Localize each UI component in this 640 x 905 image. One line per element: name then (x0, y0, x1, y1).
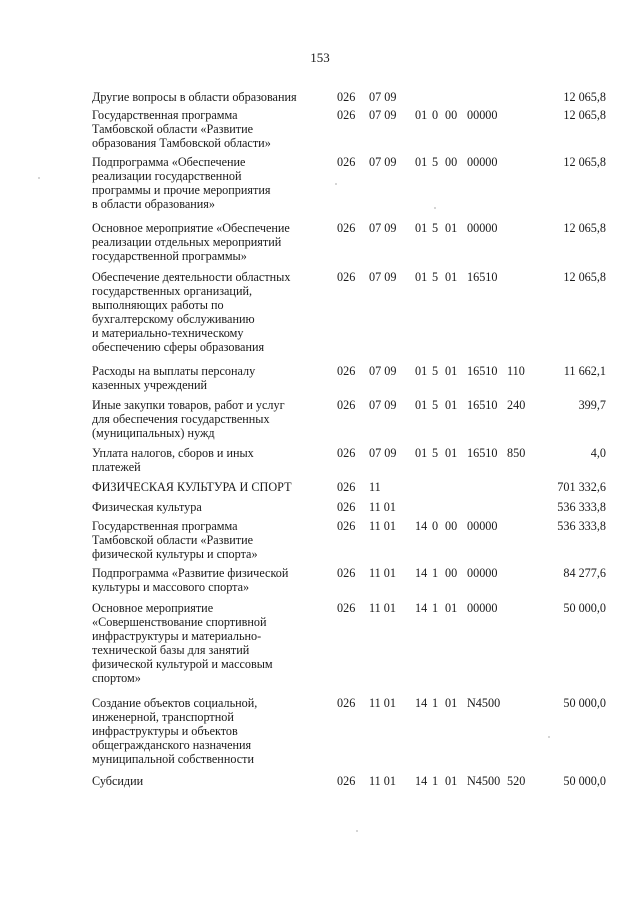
row-name-line: инфраструктуры и материально- (92, 629, 262, 643)
amount: 84 277,6 (563, 566, 606, 580)
main-event-code: 00 (445, 155, 458, 169)
main-event-code: 01 (445, 364, 458, 378)
expense-type-code: 520 (507, 774, 526, 788)
program-code: 14 (415, 566, 428, 580)
direction-code: 00000 (467, 155, 498, 169)
row-name-line: платежей (92, 460, 141, 474)
section-code: 07 09 (369, 155, 397, 169)
section-code: 07 09 (369, 90, 397, 104)
section-code: 11 01 (369, 500, 396, 514)
scan-speck (434, 207, 436, 209)
row-name-line: образования Тамбовской области» (92, 136, 271, 150)
row-name-line: выполняющих работы по (92, 298, 224, 312)
ministry-code: 026 (337, 446, 356, 460)
main-event-code: 01 (445, 221, 458, 235)
section-code: 11 (369, 480, 381, 494)
ministry-code: 026 (337, 398, 356, 412)
main-event-code: 01 (445, 774, 458, 788)
row-name-line: инфраструктуры и объектов (92, 724, 238, 738)
main-event-code: 01 (445, 446, 458, 460)
row-name-line: муниципальной собственности (92, 752, 254, 766)
subprogram-code: 1 (432, 774, 439, 788)
subprogram-code: 5 (432, 446, 439, 460)
direction-code: 00000 (467, 221, 498, 235)
row-name-line: Другие вопросы в области образования (92, 90, 297, 104)
main-event-code: 01 (445, 270, 458, 284)
subprogram-code: 5 (432, 364, 439, 378)
page-number: 153 (310, 50, 330, 65)
amount: 536 333,8 (557, 519, 606, 533)
direction-code: 00000 (467, 566, 498, 580)
row-name-line: спортом» (92, 671, 141, 685)
program-code: 01 (415, 221, 428, 235)
row-name-line: общегражданского назначения (92, 738, 252, 752)
row-name (92, 221, 328, 263)
ministry-code: 026 (337, 155, 356, 169)
ministry-code: 026 (337, 108, 356, 122)
expense-type-code: 110 (507, 364, 525, 378)
row-name-line: (муниципальных) нужд (92, 426, 215, 440)
row-name (92, 519, 328, 561)
amount: 12 065,8 (563, 221, 606, 235)
ministry-code: 026 (337, 90, 356, 104)
expense-type-code: 850 (507, 446, 526, 460)
row-name (92, 90, 328, 104)
amount: 12 065,8 (563, 155, 606, 169)
main-event-code: 01 (445, 398, 458, 412)
section-code: 11 01 (369, 696, 396, 710)
row-name-line: Иные закупки товаров, работ и услуг (92, 398, 285, 412)
row-name-line: и материально-техническому (92, 326, 244, 340)
row-name-line: обеспечению сферы образования (92, 340, 265, 354)
row-name-line: Государственная программа (92, 519, 238, 533)
subprogram-code: 5 (432, 270, 439, 284)
amount: 4,0 (590, 446, 606, 460)
amount: 11 662,1 (563, 364, 606, 378)
row-name-line: Расходы на выплаты персоналу (92, 364, 256, 378)
direction-code: 16510 (467, 364, 498, 378)
section-code: 11 01 (369, 519, 396, 533)
row-name (92, 398, 328, 440)
section-code: 07 09 (369, 398, 397, 412)
ministry-code: 026 (337, 519, 356, 533)
subprogram-code: 1 (432, 566, 439, 580)
direction-code: 00000 (467, 519, 498, 533)
amount: 12 065,8 (563, 90, 606, 104)
row-name-line: Тамбовской области «Развитие (92, 533, 254, 547)
ministry-code: 026 (337, 774, 356, 788)
subprogram-code: 1 (432, 601, 439, 615)
scan-speck (335, 183, 337, 185)
amount: 12 065,8 (563, 270, 606, 284)
amount: 50 000,0 (563, 696, 606, 710)
program-code: 14 (415, 519, 428, 533)
scan-speck (548, 736, 550, 738)
main-event-code: 01 (445, 696, 458, 710)
row-name (92, 446, 328, 474)
row-name-line: реализации государственной (92, 169, 242, 183)
direction-code: 00000 (467, 601, 498, 615)
row-name-line: Создание объектов социальной, (92, 696, 258, 710)
row-name-line: казенных учреждений (92, 378, 208, 392)
row-name-line: физической культурой и массовым (92, 657, 273, 671)
program-code: 01 (415, 364, 428, 378)
section-code: 11 01 (369, 774, 396, 788)
row-name (92, 774, 328, 788)
direction-code: 16510 (467, 398, 498, 412)
subprogram-code: 5 (432, 155, 439, 169)
row-name (92, 480, 328, 494)
ministry-code: 026 (337, 566, 356, 580)
row-name (92, 270, 328, 354)
row-name-line: Уплата налогов, сборов и иных (92, 446, 254, 460)
row-name (92, 601, 328, 685)
row-name (92, 696, 328, 766)
program-code: 01 (415, 446, 428, 460)
row-name (92, 155, 328, 211)
amount: 399,7 (578, 398, 606, 412)
scan-speck (38, 177, 40, 179)
amount: 50 000,0 (563, 774, 606, 788)
direction-code: 16510 (467, 270, 498, 284)
row-name-line: для обеспечения государственных (92, 412, 270, 426)
subprogram-code: 5 (432, 221, 439, 235)
ministry-code: 026 (337, 696, 356, 710)
row-name (92, 500, 328, 514)
ministry-code: 026 (337, 270, 356, 284)
program-code: 01 (415, 108, 428, 122)
ministry-code: 026 (337, 480, 356, 494)
row-name-line: государственной программы» (92, 249, 247, 263)
row-name-line: технической базы для занятий (92, 643, 250, 657)
subprogram-code: 1 (432, 696, 439, 710)
row-name-line: Основное мероприятие (92, 601, 214, 615)
section-code: 11 01 (369, 601, 396, 615)
row-name-line: инженерной, транспортной (92, 710, 234, 724)
subprogram-code: 5 (432, 398, 439, 412)
row-name-line: Основное мероприятие «Обеспечение (92, 221, 290, 235)
row-name-line: Тамбовской области «Развитие (92, 122, 254, 136)
amount: 701 332,6 (557, 480, 606, 494)
row-name-line: ФИЗИЧЕСКАЯ КУЛЬТУРА И СПОРТ (92, 480, 292, 494)
program-code: 01 (415, 398, 428, 412)
program-code: 01 (415, 270, 428, 284)
subprogram-code: 0 (432, 519, 439, 533)
row-name-line: программы и прочие мероприятия (92, 183, 271, 197)
direction-code: 00000 (467, 108, 498, 122)
program-code: 14 (415, 696, 428, 710)
row-name-line: культуры и массового спорта» (92, 580, 250, 594)
main-event-code: 00 (445, 566, 458, 580)
program-code: 14 (415, 601, 428, 615)
row-name-line: Субсидии (92, 774, 144, 788)
section-code: 11 01 (369, 566, 396, 580)
row-name-line: государственных организаций, (92, 284, 253, 298)
main-event-code: 00 (445, 108, 458, 122)
section-code: 07 09 (369, 221, 397, 235)
row-name-line: в области образования» (92, 197, 215, 211)
section-code: 07 09 (369, 270, 397, 284)
amount: 50 000,0 (563, 601, 606, 615)
direction-code: N4500 (467, 696, 501, 710)
scan-speck (356, 830, 358, 832)
section-code: 07 09 (369, 446, 397, 460)
direction-code: 16510 (467, 446, 498, 460)
program-code: 14 (415, 774, 428, 788)
row-name-line: Подпрограмма «Обеспечение (92, 155, 246, 169)
amount: 536 333,8 (557, 500, 606, 514)
ministry-code: 026 (337, 221, 356, 235)
row-name-line: бухгалтерскому обслуживанию (92, 312, 255, 326)
row-name (92, 566, 328, 594)
row-name-line: «Совершенствование спортивной (92, 615, 267, 629)
section-code: 07 09 (369, 108, 397, 122)
row-name (92, 364, 328, 392)
row-name-line: Подпрограмма «Развитие физической (92, 566, 289, 580)
row-name-line: Государственная программа (92, 108, 238, 122)
ministry-code: 026 (337, 500, 356, 514)
row-name (92, 108, 328, 150)
row-name-line: физической культуры и спорта» (92, 547, 258, 561)
ministry-code: 026 (337, 601, 356, 615)
row-name-line: реализации отдельных мероприятий (92, 235, 282, 249)
amount: 12 065,8 (563, 108, 606, 122)
ministry-code: 026 (337, 364, 356, 378)
direction-code: N4500 (467, 774, 501, 788)
main-event-code: 00 (445, 519, 458, 533)
expense-type-code: 240 (507, 398, 526, 412)
subprogram-code: 0 (432, 108, 439, 122)
program-code: 01 (415, 155, 428, 169)
section-code: 07 09 (369, 364, 397, 378)
main-event-code: 01 (445, 601, 458, 615)
row-name-line: Физическая культура (92, 500, 202, 514)
row-name-line: Обеспечение деятельности областных (92, 270, 291, 284)
